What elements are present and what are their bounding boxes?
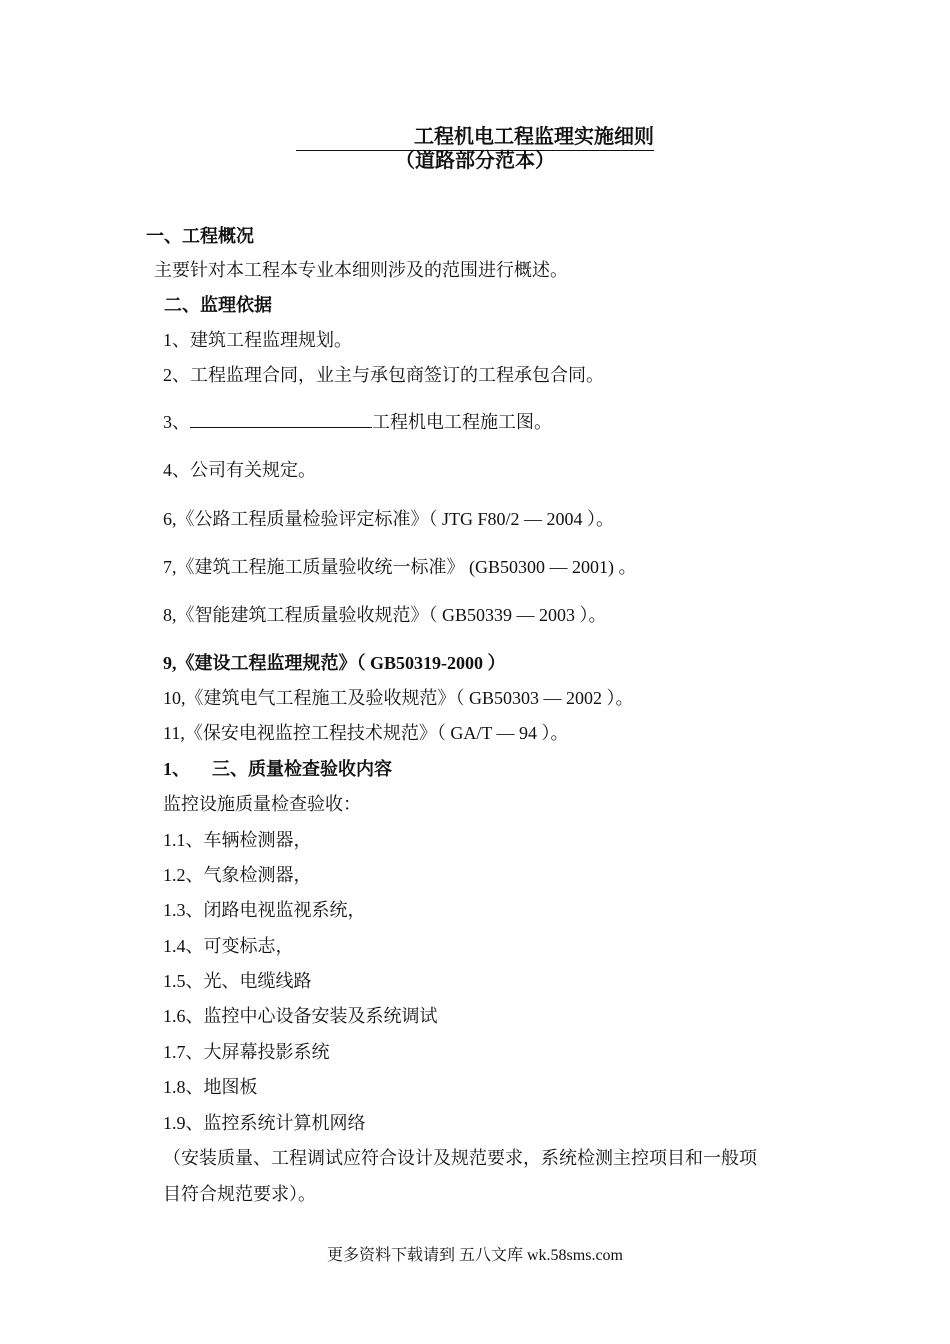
list-item: 1.7、大屏幕投影系统 [163, 1042, 330, 1062]
list-item: 1.8、地图板 [163, 1077, 258, 1097]
basis-item-10: 10,《建筑电气工程施工及验收规范》（ GB50303 — 2002 ）。 [163, 688, 634, 708]
section-heading-overview: 一、工程概况 [146, 226, 254, 246]
basis-item-3-prefix: 3、 [163, 412, 190, 432]
list-item: 1.9、监控系统计算机网络 [163, 1113, 366, 1133]
basis-item-3 [163, 410, 552, 434]
section-heading-basis: 二、监理依据 [164, 295, 272, 315]
overview-text: 主要针对本工程本专业本细则涉及的范围进行概述。 [154, 260, 568, 280]
document-title: 工程机电工程监理实施细则 [296, 124, 654, 151]
section-number-quality: 1、 [163, 759, 190, 779]
quality-intro: 监控设施质量检查验收： [163, 794, 361, 814]
blank-underline [190, 411, 372, 428]
list-item: 1.4、可变标志， [163, 936, 294, 956]
list-item: 1.3、闭路电视监视系统， [163, 900, 366, 920]
basis-item-6: 6,《公路工程质量检验评定标准》（ JTG F80/2 — 2004 ）。 [163, 509, 615, 529]
list-item: 1.5、光、电缆线路 [163, 971, 312, 991]
section-heading-quality: 三、质量检查验收内容 [212, 759, 392, 779]
document-subtitle: （道路部分范本） [395, 150, 555, 172]
footer-link-text: 更多资料下载请到 五八文库 wk.58sms.com [326, 1247, 623, 1264]
basis-item-9: 9,《建设工程监理规范》（ GB50319-2000 ） [163, 653, 506, 673]
list-item: 1.6、监控中心设备安装及系统调试 [163, 1006, 438, 1026]
basis-item-7: 7,《建筑工程施工质量验收统一标准》 (GB50300 — 2001) 。 [163, 557, 637, 577]
basis-item-4: 4、公司有关规定。 [163, 460, 316, 480]
note-line-2: 目符合规范要求）。 [163, 1184, 316, 1204]
basis-item-8: 8,《智能建筑工程质量验收规范》（ GB50339 — 2003 ）。 [163, 605, 607, 625]
basis-item-1: 1、建筑工程监理规划。 [163, 330, 352, 350]
basis-item-2: 2、工程监理合同，业主与承包商签订的工程承包合同。 [163, 365, 604, 385]
list-item: 1.2、气象检测器， [163, 865, 312, 885]
note-line-1: （安装质量、工程调试应符合设计及规范要求，系统检测主控项目和一般项 [163, 1148, 757, 1168]
basis-item-3-suffix: 工程机电工程施工图。 [372, 412, 552, 432]
list-item: 1.1、车辆检测器， [163, 830, 312, 850]
basis-item-11: 11,《保安电视监控工程技术规范》（ GA/T — 94 ）。 [163, 723, 569, 743]
